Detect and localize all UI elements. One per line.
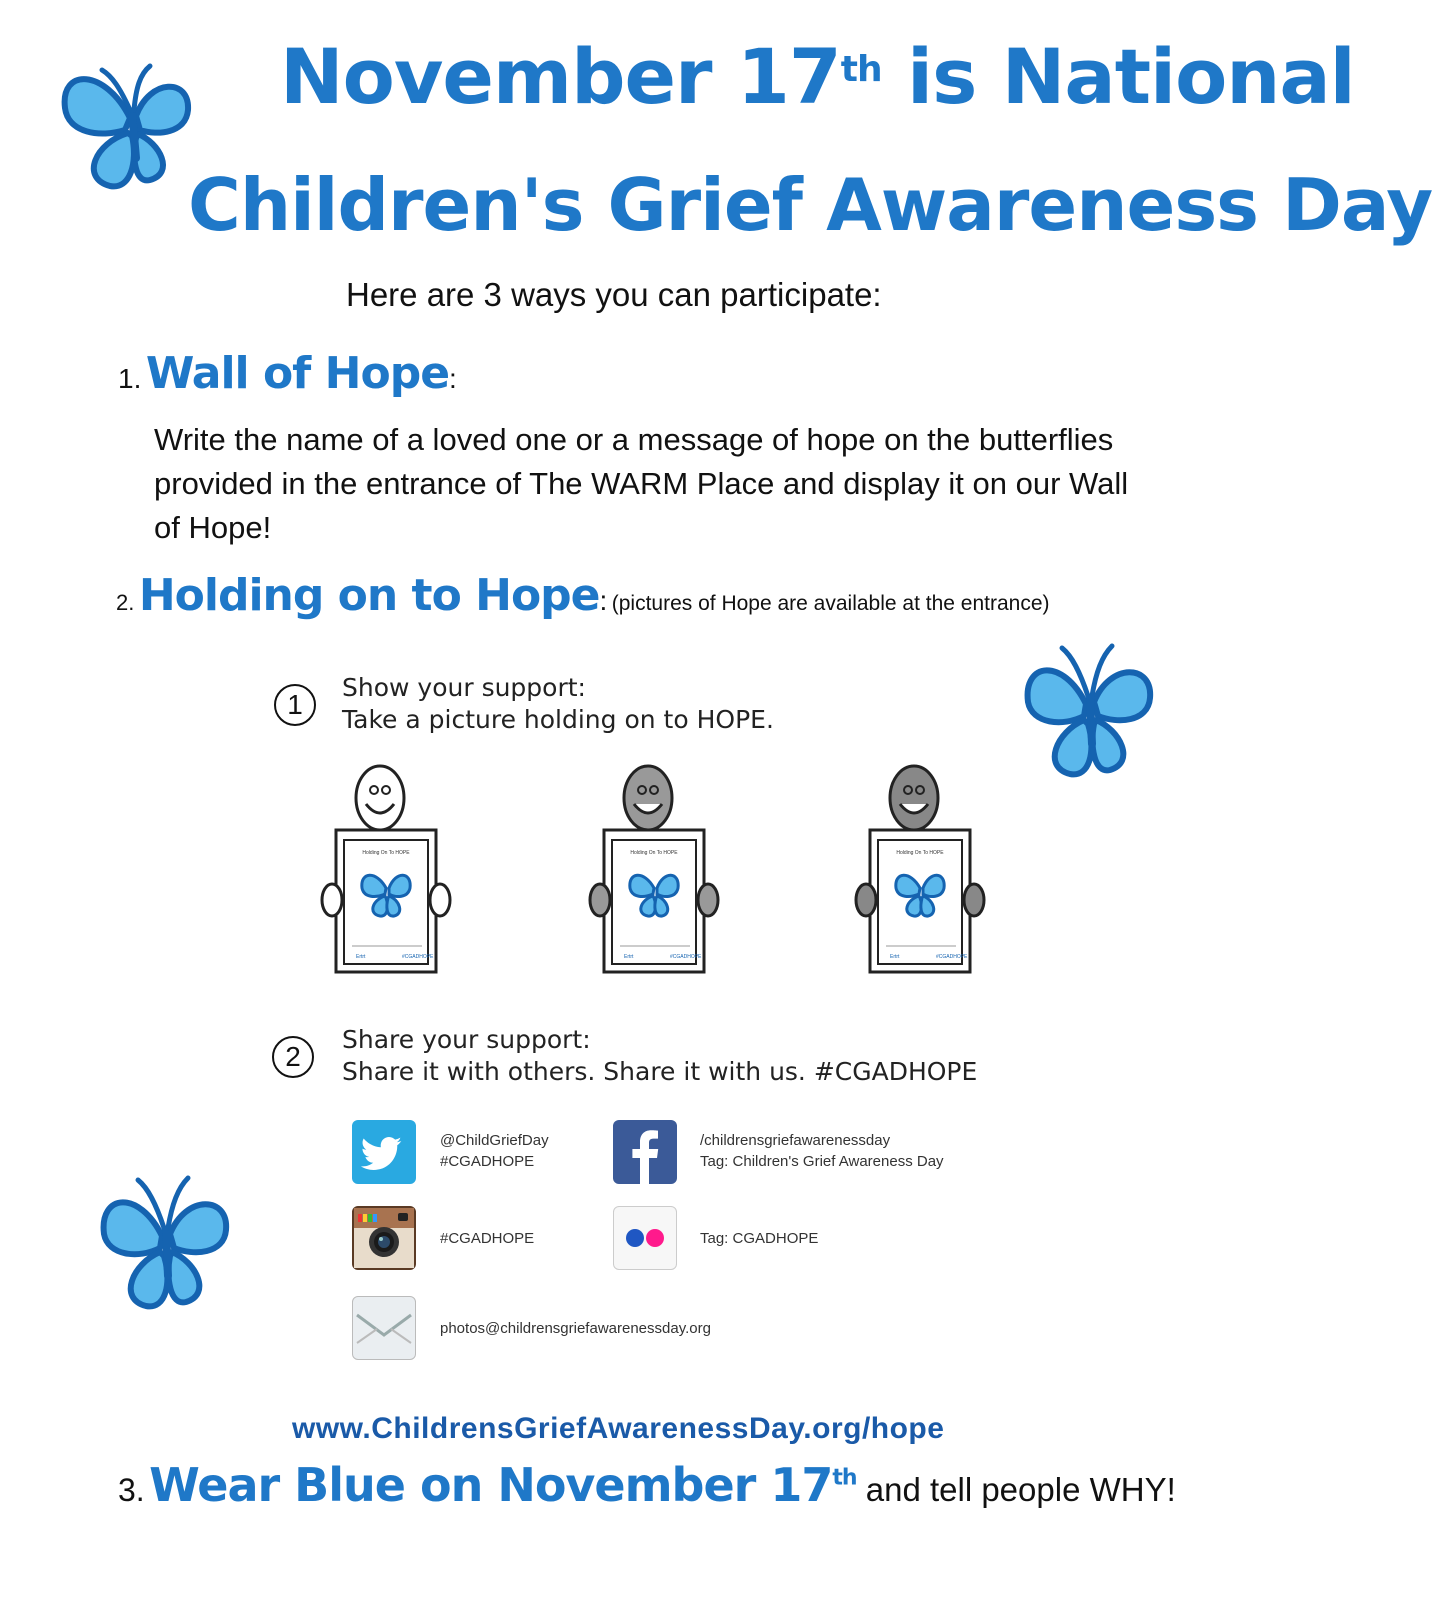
butterfly-icon-right xyxy=(1008,632,1168,792)
sign-header-1: Holding On To HOPE xyxy=(362,850,410,856)
item2-note: (pictures of Hope are available at the entrance) xyxy=(611,592,1050,615)
twitter-handle[interactable]: @ChildGriefDay xyxy=(440,1132,549,1149)
twitter-icon[interactable] xyxy=(352,1120,416,1184)
flickr-tag: Tag: CGADHOPE xyxy=(700,1230,819,1247)
page-title-line2: Children's Grief Awareness Day xyxy=(188,163,1432,247)
item3-title: Wear Blue on November 17th xyxy=(149,1458,857,1512)
sign-footer-left-1: Ertrt xyxy=(356,954,366,960)
page-title-line1: November 17th is National xyxy=(280,32,1355,121)
sign-hashtag-3: #CGADHOPE xyxy=(936,954,968,960)
item1-number: 1. xyxy=(118,363,142,394)
item2-title: Holding on to Hope xyxy=(138,570,600,621)
figure-1 xyxy=(322,766,450,972)
step1-line1: Show your support: xyxy=(342,673,586,702)
twitter-tag: #CGADHOPE xyxy=(440,1153,535,1170)
step2-text xyxy=(342,1024,977,1088)
step2-line1: Share your support: xyxy=(342,1025,591,1054)
instagram-icon[interactable] xyxy=(352,1206,416,1270)
instagram-tag: #CGADHOPE xyxy=(440,1230,535,1247)
figures-holding-hope-illustration xyxy=(318,760,988,990)
figure-3 xyxy=(856,766,984,972)
item2-number: 2. xyxy=(116,590,135,615)
facebook-page[interactable]: /childrensgriefawarenessday xyxy=(700,1132,891,1149)
sign-footer-left-3: Ertrt xyxy=(890,954,900,960)
step1-line2: Take a picture holding on to HOPE. xyxy=(342,705,774,734)
intro-text: Here are 3 ways you can participate: xyxy=(346,276,882,313)
step1-text xyxy=(342,672,774,736)
facebook-icon[interactable] xyxy=(613,1120,677,1184)
item3-line xyxy=(118,1458,1176,1512)
website-link[interactable]: www.ChildrensGriefAwarenessDay.org/hope xyxy=(292,1412,945,1445)
butterfly-icon-bottom-left xyxy=(84,1164,244,1324)
facebook-text xyxy=(700,1130,944,1172)
step2-circle: 2 xyxy=(272,1036,314,1078)
item3-number: 3. xyxy=(118,1472,145,1508)
step2-line2: Share it with others. Share it with us. #CGADHOPE xyxy=(342,1057,978,1086)
sign-hashtag-1: #CGADHOPE xyxy=(402,954,434,960)
item2-heading: 2. Holding on to Hope: (pictures of Hope are available at the entrance) xyxy=(116,570,1050,621)
item1-heading: 1. Wall of Hope: xyxy=(118,348,457,399)
sign-header-2: Holding On To HOPE xyxy=(630,850,678,856)
twitter-text xyxy=(440,1130,549,1172)
butterfly-icon-top-left xyxy=(50,48,210,198)
figure-2 xyxy=(590,766,718,972)
facebook-tag: Tag: Children's Grief Awareness Day xyxy=(700,1153,944,1170)
sign-header-3: Holding On To HOPE xyxy=(896,850,944,856)
item1-title: Wall of Hope xyxy=(145,348,450,399)
step1-circle: 1 xyxy=(274,684,316,726)
item1-body: Write the name of a loved one or a message of hope on the butterflies provided in the entrance of The WARM Place and display it on our Wall of Hope! xyxy=(154,422,1129,545)
mail-icon[interactable] xyxy=(352,1296,416,1360)
item3-tail: and tell people WHY! xyxy=(856,1471,1176,1508)
flickr-icon[interactable] xyxy=(613,1206,677,1270)
sign-footer-left-2: Ertrt xyxy=(624,954,634,960)
email-address[interactable]: photos@childrensgriefawarenessday.org xyxy=(440,1320,711,1337)
sign-hashtag-2: #CGADHOPE xyxy=(670,954,702,960)
